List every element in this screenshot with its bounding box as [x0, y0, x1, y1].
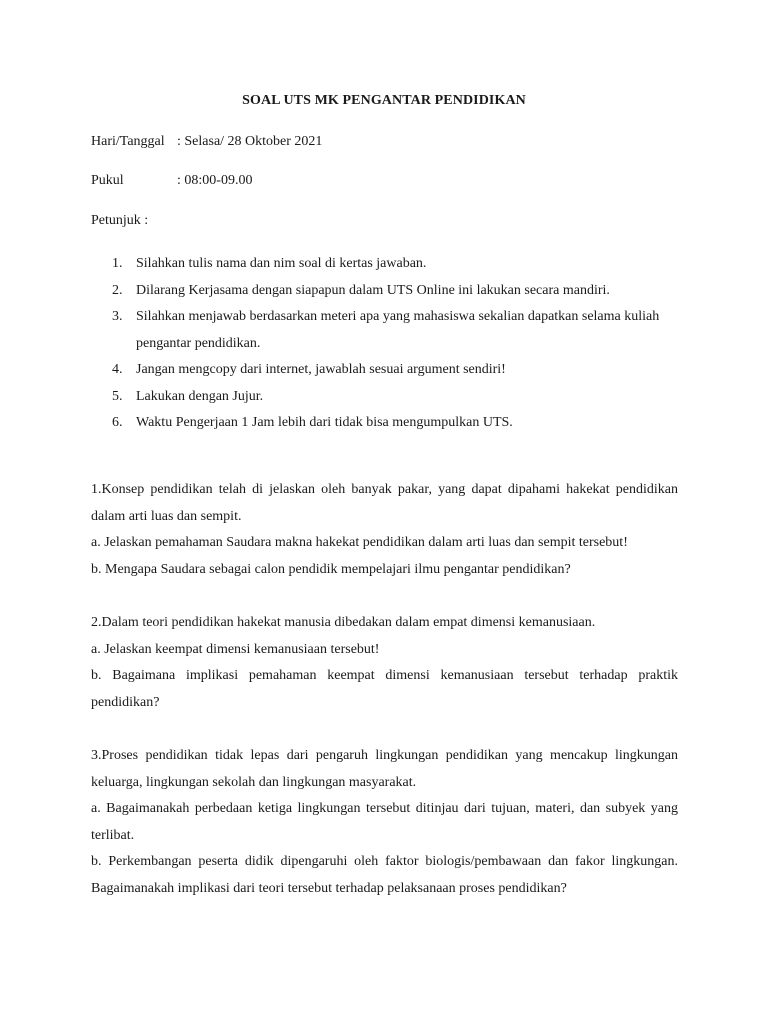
- instruction-number: 4.: [112, 362, 123, 377]
- question-1: [91, 477, 678, 583]
- instruction-text: Jangan mengcopy dari internet, jawablah sesuai argument sendiri!: [136, 362, 506, 377]
- question-2: [91, 610, 678, 716]
- instruction-text: Silahkan tulis nama dan nim soal di kertas jawaban.: [136, 256, 427, 271]
- instructions-list: [112, 251, 672, 437]
- instruction-number: 1.: [112, 256, 123, 271]
- instruction-number: 6.: [112, 415, 123, 430]
- instruction-item: [112, 251, 672, 278]
- instruction-item: [112, 384, 672, 411]
- question-sub-a: a. Jelaskan keempat dimensi kemanusiaan tersebut!: [91, 641, 380, 657]
- question-stem: 1.Konsep pendidikan telah di jelaskan oleh banyak pakar, yang dapat dipahami hakekat pendidikan dalam arti luas dan sempit.: [91, 482, 678, 524]
- instruction-text: Lakukan dengan Jujur.: [136, 388, 264, 404]
- time-row: [91, 173, 252, 189]
- time-value: : 08:00-09.00: [177, 173, 253, 188]
- date-label: Hari/Tanggal: [91, 134, 165, 149]
- question-stem: 2.Dalam teori pendidikan hakekat manusia dibedakan dalam empat dimensi kemanusiaan.: [91, 615, 596, 630]
- instructions-heading: Petunjuk :: [91, 213, 149, 228]
- instruction-item: [112, 410, 672, 437]
- question-sub-b: b. Perkembangan peserta didik dipengaruhi oleh faktor biologis/pembawaan dan fakor lingkungan. Bagaimanakah implikasi dari teori tersebut terhadap pelaksanaan proses pendidikan?: [91, 854, 678, 896]
- date-value: : Selasa/ 28 Oktober 2021: [177, 134, 323, 149]
- date-row: [91, 134, 322, 150]
- instruction-text: Waktu Pengerjaan 1 Jam lebih dari tidak bisa mengumpulkan UTS.: [136, 415, 513, 430]
- instruction-item: [112, 278, 672, 305]
- instruction-item: [112, 304, 672, 357]
- question-sub-b: b. Bagaimana implikasi pemahaman keempat dimensi kemanusiaan tersebut terhadap praktik pendidikan?: [91, 668, 678, 710]
- instruction-text: Dilarang Kerjasama dengan siapapun dalam UTS Online ini lakukan secara mandiri.: [136, 282, 610, 298]
- time-label: Pukul: [91, 173, 124, 188]
- question-sub-a: a. Jelaskan pemahaman Saudara makna hakekat pendidikan dalam arti luas dan sempit tersebut!: [91, 535, 628, 550]
- questions-section: [91, 477, 678, 929]
- instruction-number: 5.: [112, 388, 123, 404]
- page-title: SOAL UTS MK PENGANTAR PENDIDIKAN: [242, 93, 526, 108]
- question-sub-b: b. Mengapa Saudara sebagai calon pendidik mempelajari ilmu pengantar pendidikan?: [91, 561, 571, 577]
- instruction-text: Silahkan menjawab berdasarkan meteri apa yang mahasiswa sekalian dapatkan selama kuliah pengantar pendidikan.: [136, 309, 660, 351]
- instruction-item: [112, 357, 672, 384]
- instruction-number: 3.: [112, 309, 123, 324]
- instruction-number: 2.: [112, 282, 123, 298]
- question-3: [91, 743, 678, 902]
- question-sub-a: a. Bagaimanakah perbedaan ketiga lingkungan tersebut ditinjau dari tujuan, materi, dan subyek yang terlibat.: [91, 801, 678, 843]
- question-stem: 3.Proses pendidikan tidak lepas dari pengaruh lingkungan pendidikan yang mencakup lingkungan keluarga, lingkungan sekolah dan lingkungan masyarakat.: [91, 748, 678, 790]
